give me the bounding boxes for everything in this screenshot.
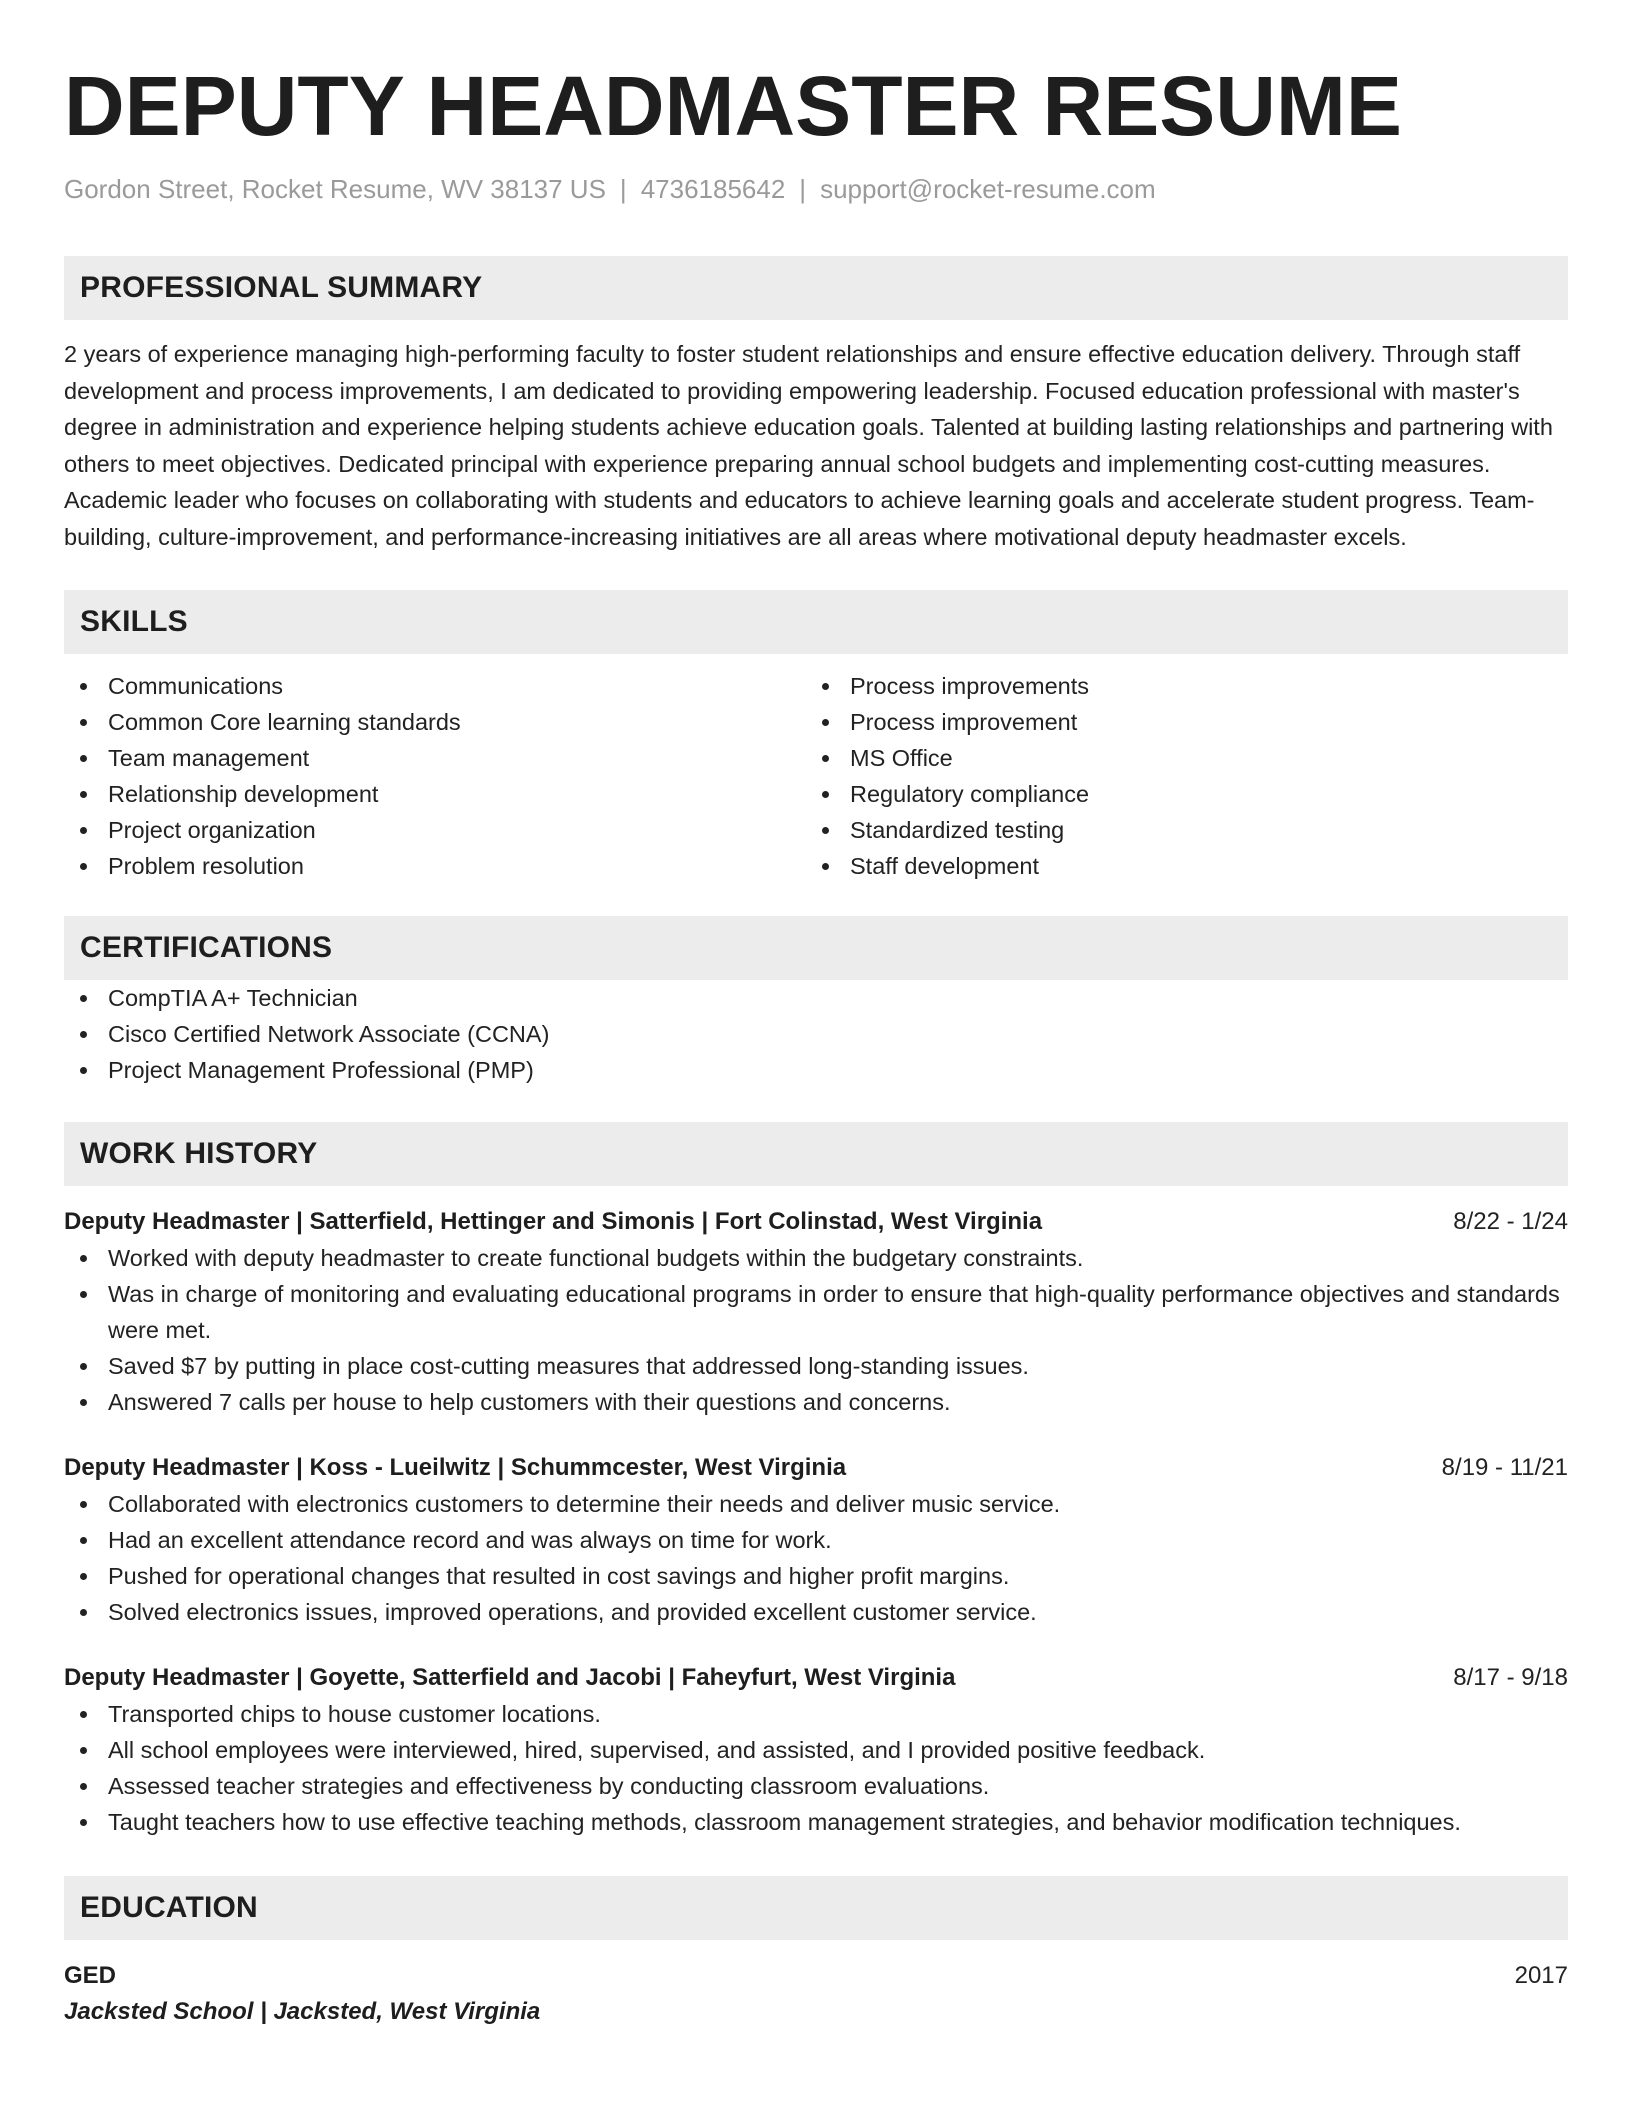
certification-item: Cisco Certified Network Associate (CCNA) [64,1016,1568,1052]
section-header-certifications: CERTIFICATIONS [64,916,1568,980]
job-bullet: Collaborated with electronics customers to determine their needs and deliver music service. [64,1486,1568,1522]
section-header-summary: PROFESSIONAL SUMMARY [64,256,1568,320]
skills-column-left [64,668,806,884]
job-bullet: Solved electronics issues, improved operations, and provided excellent customer service. [64,1594,1568,1630]
skill-item: Relationship development [64,776,806,812]
section-header-education: EDUCATION [64,1876,1568,1940]
section-header-skills: SKILLS [64,590,1568,654]
skill-item: Project organization [64,812,806,848]
job-entry [64,1450,1568,1630]
job-entry [64,1204,1568,1420]
certification-item: Project Management Professional (PMP) [64,1052,1568,1088]
skill-item: Common Core learning standards [64,704,806,740]
section-header-work-history: WORK HISTORY [64,1122,1568,1186]
skill-item: Process improvements [806,668,1548,704]
certifications-list [64,980,1568,1088]
job-bullets [64,1240,1568,1420]
job-title: Deputy Headmaster | Goyette, Satterfield and Jacobi | Faheyfurt, West Virginia [64,1663,956,1691]
skill-item: Process improvement [806,704,1548,740]
skill-item: Problem resolution [64,848,806,884]
education-degree: GED [64,1961,117,1989]
resume-page [64,0,1568,2030]
job-bullet: All school employees were interviewed, hired, supervised, and assisted, and I provided positive feedback. [64,1732,1568,1768]
education-year: 2017 [1514,1961,1568,1989]
job-bullets [64,1696,1568,1840]
summary-text: 2 years of experience managing high-performing faculty to foster student relationships and ensure effective education delivery. Through staff development and process improvements, I am dedicated to providing empowering leadership. Focused education professional with master's degree in administration and experience helping students achieve education goals. Talented at building lasting relationships and partnering with others to meet objectives. Dedicated principal with experience preparing annual school budgets and implementing cost-cutting measures. Academic leader who focuses on collaborating with students and educators to achieve learning goals and accelerate student progress. Team-building, culture-improvement, and performance-increasing initiatives are all areas where motivational deputy headmaster excels. [64,341,1553,550]
job-title: Deputy Headmaster | Koss - Lueilwitz | Schummcester, West Virginia [64,1453,847,1481]
education-entry [64,1958,1568,1994]
skill-item: MS Office [806,740,1548,776]
job-dates: 8/19 - 11/21 [1441,1453,1568,1481]
job-entry [64,1660,1568,1840]
contact-address: Gordon Street, Rocket Resume, WV 38137 US [64,174,606,204]
job-title: Deputy Headmaster | Satterfield, Hettinger and Simonis | Fort Colinstad, West Virginia [64,1207,1043,1235]
job-bullet: Was in charge of monitoring and evaluating educational programs in order to ensure that high-quality performance objectives and standards were met. [64,1276,1568,1348]
contact-phone: 4736185642 [640,174,786,204]
skill-item: Communications [64,668,806,704]
skill-item: Staff development [806,848,1548,884]
skills-column-right [806,668,1548,884]
job-bullet: Answered 7 calls per house to help customers with their questions and concerns. [64,1384,1568,1420]
job-bullet: Pushed for operational changes that resulted in cost savings and higher profit margins. [64,1558,1568,1594]
contact-separator: | [799,174,807,204]
job-bullets [64,1486,1568,1630]
job-bullet: Transported chips to house customer locations. [64,1696,1568,1732]
job-bullet: Worked with deputy headmaster to create functional budgets within the budgetary constraints. [64,1240,1568,1276]
contact-separator: | [619,174,627,204]
education-school: Jacksted School | Jacksted, West Virginia [64,1997,541,2025]
skills-list [64,668,1568,884]
skill-item: Team management [64,740,806,776]
job-bullet: Taught teachers how to use effective teaching methods, classroom management strategies, and behavior modification techniques. [64,1804,1568,1840]
job-bullet: Had an excellent attendance record and was always on time for work. [64,1522,1568,1558]
contact-email: support@rocket-resume.com [820,174,1156,204]
contact-line [64,172,1568,206]
job-bullet: Assessed teacher strategies and effectiveness by conducting classroom evaluations. [64,1768,1568,1804]
skill-item: Standardized testing [806,812,1548,848]
job-bullet: Saved $7 by putting in place cost-cutting measures that addressed long-standing issues. [64,1348,1568,1384]
job-dates: 8/22 - 1/24 [1453,1207,1568,1235]
resume-title: DEPUTY HEADMASTER RESUME [64,59,1402,153]
job-dates: 8/17 - 9/18 [1453,1663,1568,1691]
skill-item: Regulatory compliance [806,776,1548,812]
certification-item: CompTIA A+ Technician [64,980,1568,1016]
